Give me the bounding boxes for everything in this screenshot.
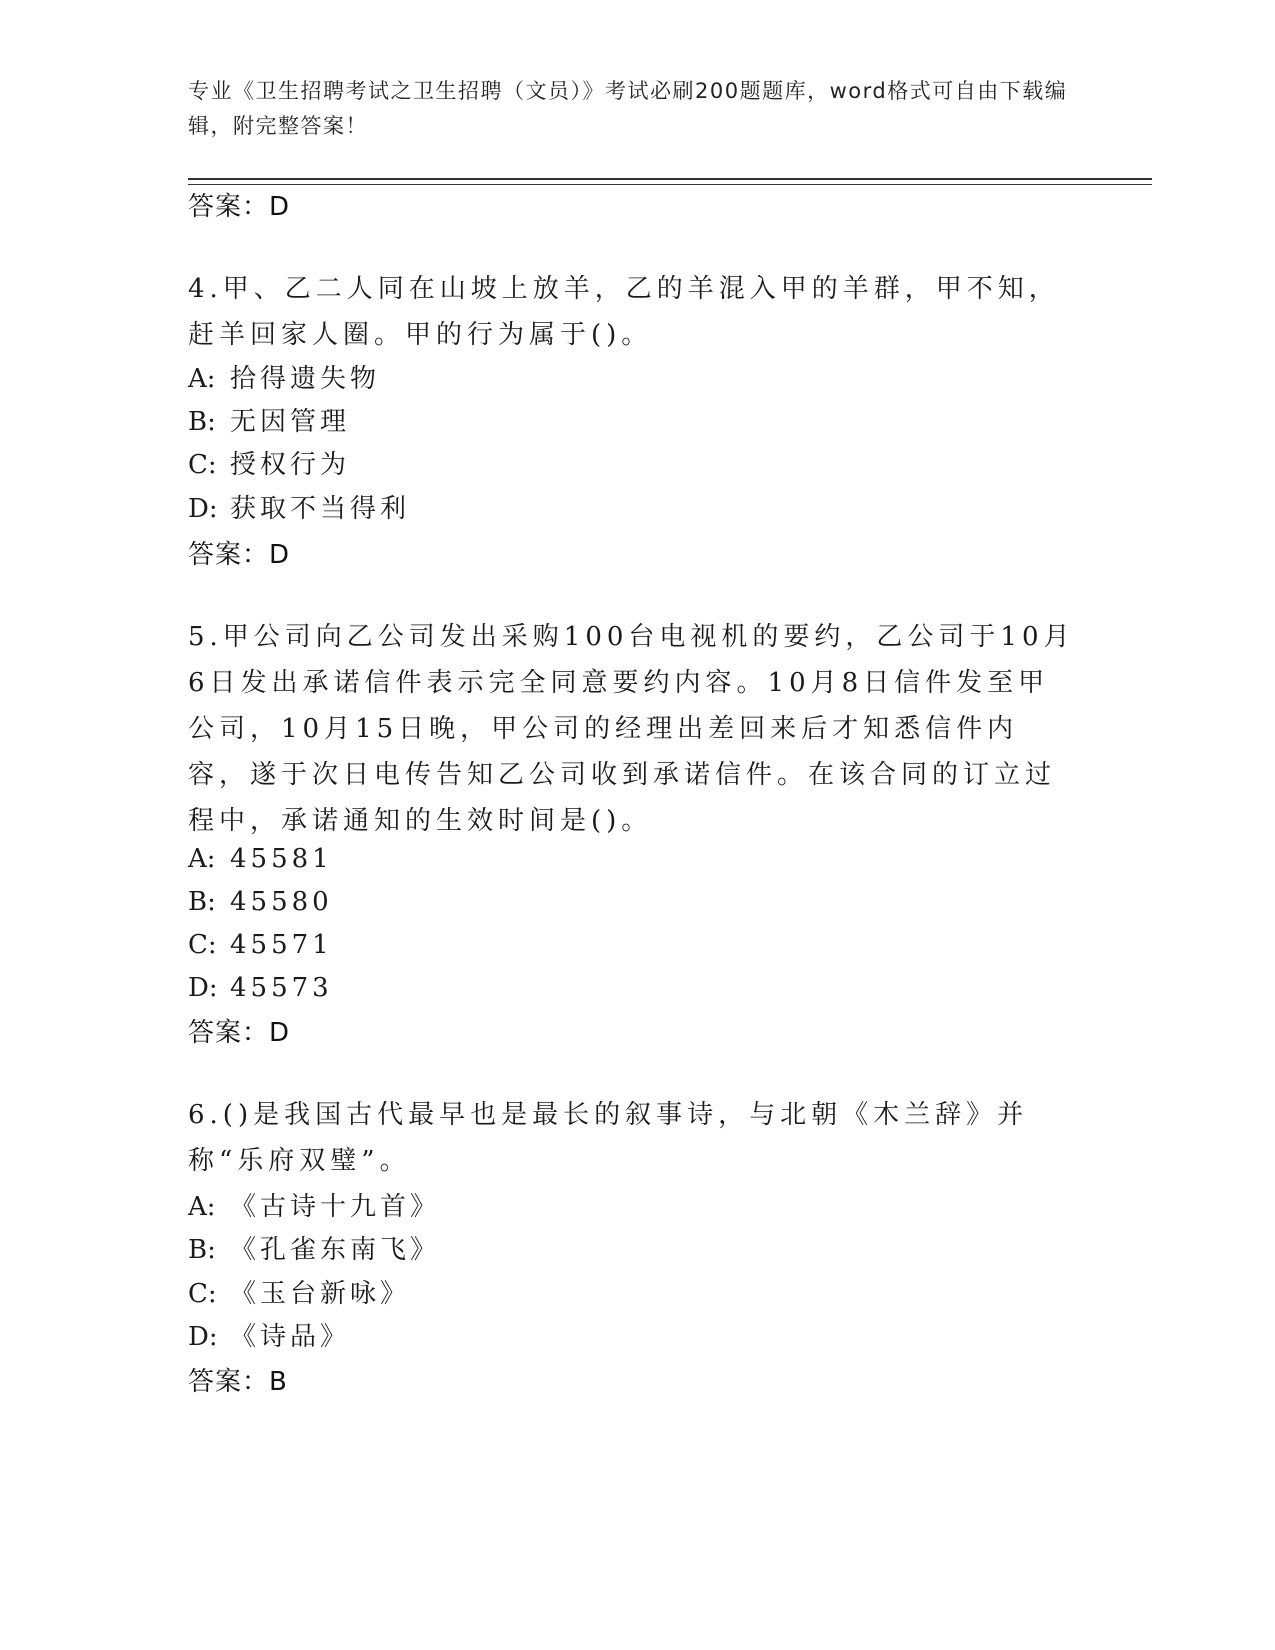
option-text: 45573 [230, 973, 333, 1003]
option-letter: C: [188, 930, 217, 960]
option-text: 《古诗十九首》 [230, 1192, 441, 1222]
option-text: 《诗品》 [230, 1322, 351, 1352]
option-text: 无因管理 [230, 407, 351, 437]
option-letter: C: [188, 1279, 217, 1309]
page-header-text: 专业《卫生招聘考试之卫生招聘（文员）》考试必刷200题题库，word格式可自由下载编辑，附完整答案！ [188, 79, 1068, 138]
question-6-option-b [188, 1233, 440, 1267]
question-6-stem: 6.()是我国古代最早也是最长的叙事诗，与北朝《木兰辞》并称“乐府双璧”。 [188, 1100, 1029, 1176]
option-letter: A: [188, 844, 216, 874]
option-text: 45580 [230, 887, 333, 917]
option-letter: D: [188, 1322, 218, 1352]
option-letter: A: [188, 1192, 216, 1222]
question-6-option-c [188, 1277, 410, 1311]
option-letter: C: [188, 450, 217, 480]
question-4-option-c [188, 448, 350, 482]
option-text: 《孔雀东南飞》 [230, 1235, 441, 1265]
question-4-option-d [188, 492, 410, 526]
question-5-option-a [188, 842, 333, 876]
option-text: 《玉台新咏》 [230, 1279, 411, 1309]
answer-question-4: 答案：D [188, 540, 291, 570]
option-letter: B: [188, 407, 216, 437]
option-letter: B: [188, 887, 216, 917]
option-text: 45581 [230, 844, 333, 874]
option-letter: D: [188, 973, 218, 1003]
option-text: 授权行为 [230, 450, 351, 480]
answer-previous: 答案：D [188, 192, 291, 222]
question-4-option-a [188, 362, 380, 396]
question-5-option-c [188, 928, 333, 962]
answer-question-5: 答案：D [188, 1018, 291, 1048]
option-letter: B: [188, 1235, 216, 1265]
option-text: 45571 [230, 930, 333, 960]
option-text: 获取不当得利 [230, 494, 411, 524]
question-5-option-d [188, 971, 333, 1005]
option-letter: A: [188, 364, 216, 394]
option-text: 拾得遗失物 [230, 364, 381, 394]
answer-question-6: 答案：B [188, 1367, 288, 1397]
question-5-option-b [188, 885, 333, 919]
option-letter: D: [188, 494, 218, 524]
question-4-stem: 4.甲、乙二人同在山坡上放羊，乙的羊混入甲的羊群，甲不知，赶羊回家人圈。甲的行为属于()。 [188, 274, 1060, 350]
question-6-option-d [188, 1320, 350, 1354]
question-6-option-a [188, 1190, 440, 1224]
question-5-stem: 5.甲公司向乙公司发出采购100台电视机的要约，乙公司于10月6日发出承诺信件表示完全同意要约内容。10月8日信件发至甲公司，10月15日晚，甲公司的经理出差回来后才知悉信件内容，遂于次日电传告知乙公司收到承诺信件。在该合同的订立过程中，承诺通知的生效时间是()。 [188, 622, 1075, 836]
question-4-option-b [188, 405, 350, 439]
header-divider [188, 178, 1152, 185]
